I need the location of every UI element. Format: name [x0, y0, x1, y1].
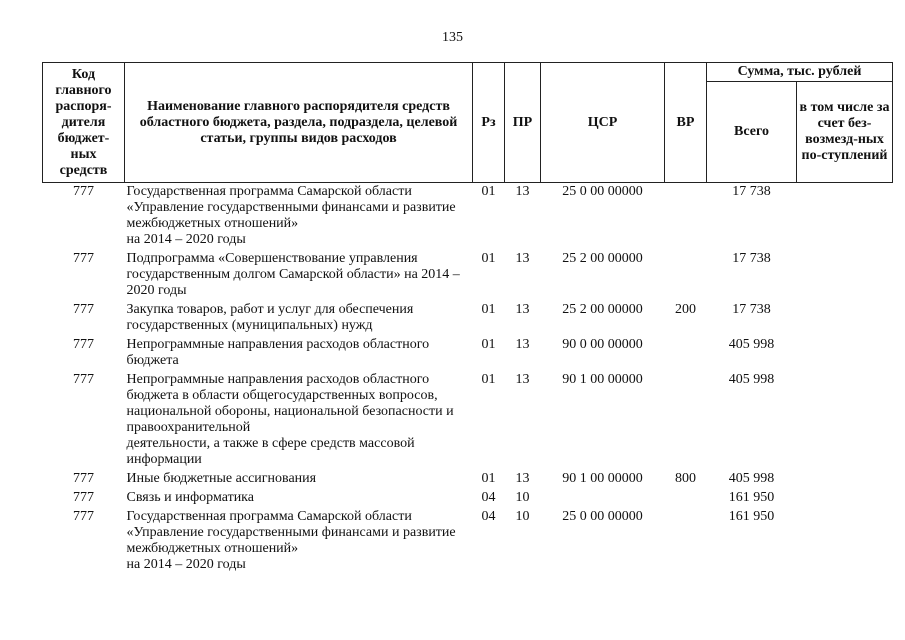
cell-code: 777: [73, 337, 94, 352]
cell-total: 405 998: [728, 471, 775, 486]
cell-csr: 90 0 00 00000: [562, 337, 643, 352]
cell-csr: 90 1 00 00000: [562, 372, 643, 387]
cell-vr: [665, 250, 707, 301]
cell-total: 405 998: [728, 337, 775, 352]
cell-vr: [665, 489, 707, 508]
cell-csr: [541, 489, 665, 508]
cell-rz: 01: [481, 184, 496, 199]
cell-total: 161 950: [728, 490, 775, 505]
cell-total: 17 738: [732, 251, 771, 266]
header-rz: Рз: [473, 63, 505, 183]
table-row: [43, 489, 893, 508]
header-grants: в том числе за счет без-возмезд-ных по-ступлений: [797, 82, 893, 183]
cell-grants: [797, 336, 893, 371]
cell-grants: [797, 371, 893, 470]
table-row: [43, 301, 893, 336]
header-total: Всего: [707, 82, 797, 183]
table-row: [43, 371, 893, 470]
cell-csr: 25 2 00 00000: [562, 302, 643, 317]
cell-pr: 10: [515, 509, 530, 524]
cell-vr: 200: [675, 302, 696, 317]
cell-vr: [665, 508, 707, 575]
cell-rz: 01: [481, 302, 496, 317]
cell-code: 777: [73, 509, 94, 524]
cell-vr: 800: [675, 471, 696, 486]
cell-vr: [665, 371, 707, 470]
cell-name: Иные бюджетные ассигнования: [126, 471, 317, 486]
header-csr: ЦСР: [541, 63, 665, 183]
cell-total: 17 738: [732, 184, 771, 199]
table-header: [43, 63, 893, 183]
cell-grants: [797, 250, 893, 301]
cell-code: 777: [73, 471, 94, 486]
cell-name: Связь и информатика: [126, 490, 254, 505]
header-vr: ВР: [665, 63, 707, 183]
cell-total: 405 998: [728, 372, 775, 387]
cell-code: 777: [73, 302, 94, 317]
cell-vr: [665, 336, 707, 371]
cell-rz: 01: [481, 251, 496, 266]
table-row: [43, 470, 893, 489]
cell-csr: 25 0 00 00000: [562, 184, 643, 199]
cell-grants: [797, 183, 893, 251]
cell-total: 17 738: [732, 302, 771, 317]
cell-code: 777: [73, 251, 94, 266]
page-number: 135: [442, 30, 463, 45]
cell-grants: [797, 489, 893, 508]
cell-code: 777: [73, 372, 94, 387]
cell-pr: 13: [515, 302, 530, 317]
table-body: [43, 183, 893, 576]
cell-pr: 13: [515, 471, 530, 486]
cell-pr: 13: [515, 337, 530, 352]
cell-name: Государственная программа Самарской области «Управление государственными финансами и развитие межбюджетных отношений» на 2014 – 2020 годы: [126, 509, 456, 572]
header-sum: Сумма, тыс. рублей: [707, 63, 893, 82]
header-code: Код главного распоря-дителя бюджет-ных средств: [43, 63, 125, 183]
cell-rz: 04: [481, 509, 496, 524]
cell-name: Закупка товаров, работ и услуг для обеспечения государственных (муниципальных) нужд: [126, 302, 414, 333]
cell-rz: 04: [481, 490, 496, 505]
cell-pr: 13: [515, 372, 530, 387]
budget-table: [42, 62, 893, 575]
header-name: Наименование главного распорядителя средств областного бюджета, раздела, подраздела, целевой статьи, группы видов расходов: [125, 63, 473, 183]
cell-pr: 13: [515, 251, 530, 266]
cell-grants: [797, 508, 893, 575]
cell-total: 161 950: [728, 509, 775, 524]
cell-name: Государственная программа Самарской области «Управление государственными финансами и развитие межбюджетных отношений» на 2014 – 2020 годы: [126, 184, 456, 247]
cell-csr: 25 0 00 00000: [562, 509, 643, 524]
cell-rz: 01: [481, 372, 496, 387]
cell-grants: [797, 470, 893, 489]
table-row: [43, 336, 893, 371]
cell-name: Подпрограмма «Совершенствование управления государственным долгом Самарской области» на 2014 – 2020 годы: [126, 251, 460, 298]
cell-code: 777: [73, 184, 94, 199]
header-pr: ПР: [505, 63, 541, 183]
cell-name: Непрограммные направления расходов областного бюджета в области общегосударственных вопросов, национальной обороны, национальной безопасности и правоохранительной деятельности, а также в сфере средств массовой информации: [126, 372, 454, 467]
cell-rz: 01: [481, 337, 496, 352]
cell-rz: 01: [481, 471, 496, 486]
cell-name: Непрограммные направления расходов областного бюджета: [126, 337, 430, 368]
cell-code: 777: [73, 490, 94, 505]
cell-grants: [797, 301, 893, 336]
table-row: [43, 508, 893, 575]
cell-csr: 25 2 00 00000: [562, 251, 643, 266]
cell-pr: 13: [515, 184, 530, 199]
cell-pr: 10: [515, 490, 530, 505]
table-row: [43, 250, 893, 301]
cell-vr: [665, 183, 707, 251]
table-row: [43, 183, 893, 251]
cell-csr: 90 1 00 00000: [562, 471, 643, 486]
